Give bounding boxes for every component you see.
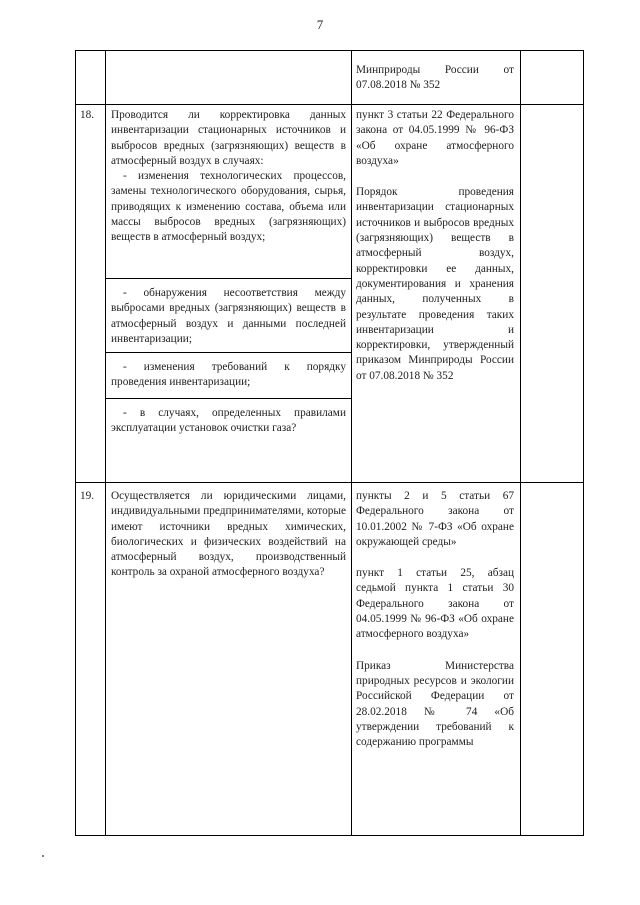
regulation-text: пункт 3 статьи 22 Федерального закона от 04.05.1999 № 96-ФЗ «Об охране атмосферного воздуха» [356,109,514,167]
regulation-cell [356,63,514,94]
question-cell [111,286,346,347]
question-item: - изменения технологических процессов, замены технологического оборудования, сырья, приводящих к изменению состава, объема или массы выбросов вредных (загрязняющих) веществ в атмосферный воздух; [111,170,346,244]
question-item: - обнаружения несоответствия между выбросами вредных (загрязняющих) веществ в атмосферный воздух и данными последней инвентаризации; [111,287,346,345]
question-text: Осуществляется ли юридическими лицами, индивидуальными предпринимателями, которые имеют источники вредных химических, биологических и физических воздействий на атмосферный воздух, производственный контроль за охраной атмосферного воздуха? [111,490,346,579]
row-divider [75,104,584,105]
regulation-text: Минприроды России от 07.08.2018 № 352 [356,64,514,92]
row-number: 18. [80,109,95,121]
column-divider [105,50,106,836]
page-number: 7 [316,17,324,32]
question-cell [111,360,346,391]
table-border-right [583,50,584,836]
subrow-divider [105,398,351,399]
question-cell [111,489,346,581]
table-border-left [75,50,76,836]
subrow-divider [105,352,351,353]
question-item: - в случаях, определенных правилами эксплуатации установок очистки газа? [111,407,346,435]
table-border-bottom [75,835,584,836]
question-cell [111,406,346,437]
regulation-text: пункт 1 статьи 25, абзац седьмой пункта 1 статьи 30 Федерального закона от 04.05.1999 № 96-ФЗ «Об охране атмосферного воздуха» [356,567,514,641]
regulation-text: пункты 2 и 5 статьи 67 Федерального закона от 10.01.2002 № 7-ФЗ «Об охране окружающей среды» [356,490,514,548]
regulation-text: Порядок проведения инвентаризации стационарных источников и выбросов вредных (загрязняющих) веществ в атмосферный воздух, корректировки ее данных, документирования и хранения данных, полученных в результате проведения таких инвентаризации и корректировки, утвержденный приказом Минприроды России от 07.08.2018 № 352 [356,186,514,382]
scan-speck [42,855,44,857]
table-border-top [75,50,584,51]
question-text: Проводится ли корректировка данных инвентаризации стационарных источников и выбросов вредных (загрязняющих) веществ в атмосферный воздух в случаях: [111,109,346,167]
question-item: - изменения требований к порядку проведения инвентаризации; [111,361,346,389]
regulation-text: Приказ Министерства природных ресурсов и экологии Российской Федерации от 28.02.2018 № 74 «Об утверждении требований к содержанию программы [356,659,514,749]
row-divider [75,482,584,483]
row-number: 19. [80,490,95,502]
subrow-divider [105,278,351,279]
regulation-cell [356,108,514,384]
column-divider [351,50,352,836]
column-divider [520,50,521,836]
question-cell [111,108,346,246]
regulation-cell [356,489,514,750]
